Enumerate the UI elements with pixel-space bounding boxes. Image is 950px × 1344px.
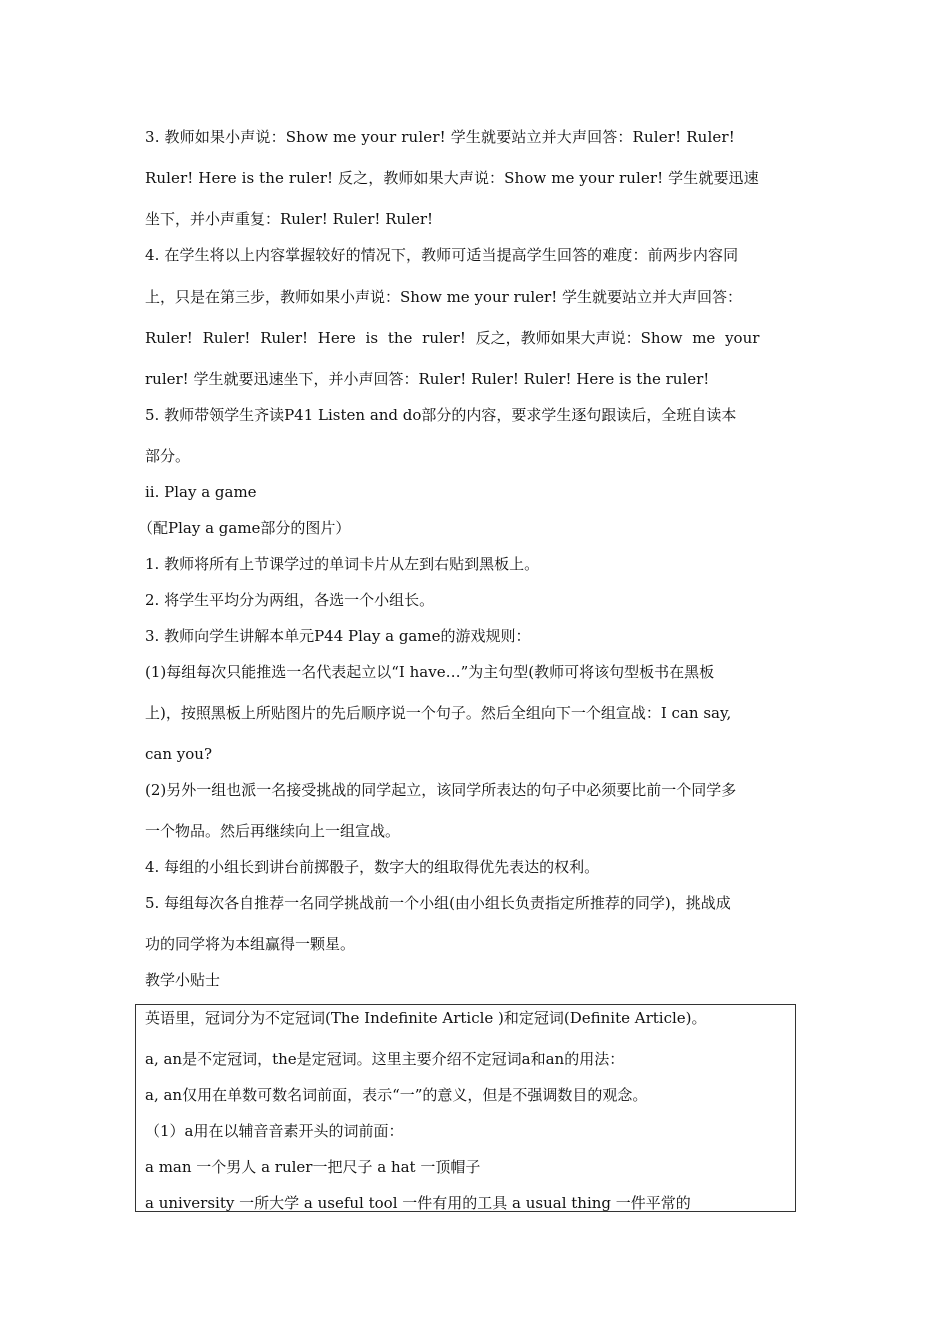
text-line: 1. 教师将所有上节课学过的单词卡片从左到右贴到黑板上。 [145, 555, 540, 573]
text-line: （配Play a game部分的图片） [138, 519, 351, 537]
text-line: 坐下，并小声重复：Ruler! Ruler! Ruler! [145, 210, 434, 228]
text-line: can you? [145, 745, 212, 763]
text-line: 4. 每组的小组长到讲台前掷骰子，数字大的组取得优先表达的权利。 [145, 858, 600, 876]
text-line: (1)每组每次只能推选一名代表起立以“I have…”为主句型(教师可将该句型板书在黑板 [145, 663, 715, 681]
text-line: Ruler! Ruler! Ruler! Here is the ruler! 反之，教师如果大声说：Show me your [145, 329, 760, 347]
text-line: 3. 教师如果小声说：Show me your ruler! 学生就要站立并大声回答：Ruler! Ruler! [145, 128, 735, 146]
tip-line: a, an是不定冠词，the是定冠词。这里主要介绍不定冠词a和an的用法： [145, 1050, 625, 1068]
tip-line: 英语里，冠词分为不定冠词(The Indefinite Article )和定冠词(Definite Article)。 [145, 1009, 707, 1027]
text-line: 上，只是在第三步，教师如果小声说：Show me your ruler! 学生就要站立并大声回答： [145, 288, 743, 306]
section-heading: ii. Play a game [145, 483, 257, 501]
text-line: 上)，按照黑板上所贴图片的先后顺序说一个句子。然后全组向下一个组宣战：I can say, [145, 704, 732, 722]
text-line: ruler! 学生就要迅速坐下，并小声回答：Ruler! Ruler! Ruler! Here is the ruler! [145, 370, 710, 388]
text-line: 2. 将学生平均分为两组，各选一个小组长。 [145, 591, 435, 609]
tip-line: a, an仅用在单数可数名词前面，表示“一”的意义，但是不强调数目的观念。 [145, 1086, 648, 1104]
text-line: 5. 教师带领学生齐读P41 Listen and do部分的内容，要求学生逐句跟读后，全班自读本 [145, 406, 737, 424]
tip-line: （1）a用在以辅音音素开头的词前面： [145, 1122, 404, 1140]
text-line: 功的同学将为本组赢得一颗星。 [145, 935, 356, 953]
text-line: 3. 教师向学生讲解本单元P44 Play a game的游戏规则： [145, 627, 531, 645]
tip-heading: 教学小贴士 [145, 971, 221, 989]
text-line: (2)另外一组也派一名接受挑战的同学起立，该同学所表达的句子中必须要比前一个同学多 [145, 781, 737, 799]
text-line: 部分。 [145, 447, 191, 465]
tip-line: a university 一所大学 a useful tool 一件有用的工具 a usual thing 一件平常的 [145, 1194, 691, 1212]
text-line: 5. 每组每次各自推荐一名同学挑战前一个小组(由小组长负责指定所推荐的同学)，挑战成 [145, 894, 731, 912]
text-line: Ruler! Here is the ruler! 反之，教师如果大声说：Show me your ruler! 学生就要迅速 [145, 169, 759, 187]
text-line: 4. 在学生将以上内容掌握较好的情况下，教师可适当提高学生回答的难度：前两步内容同 [145, 246, 739, 264]
text-line: 一个物品。然后再继续向上一组宣战。 [145, 822, 401, 840]
tip-line: a man 一个男人 a ruler一把尺子 a hat 一顶帽子 [145, 1158, 481, 1176]
teaching-tip-box [135, 1004, 796, 1212]
